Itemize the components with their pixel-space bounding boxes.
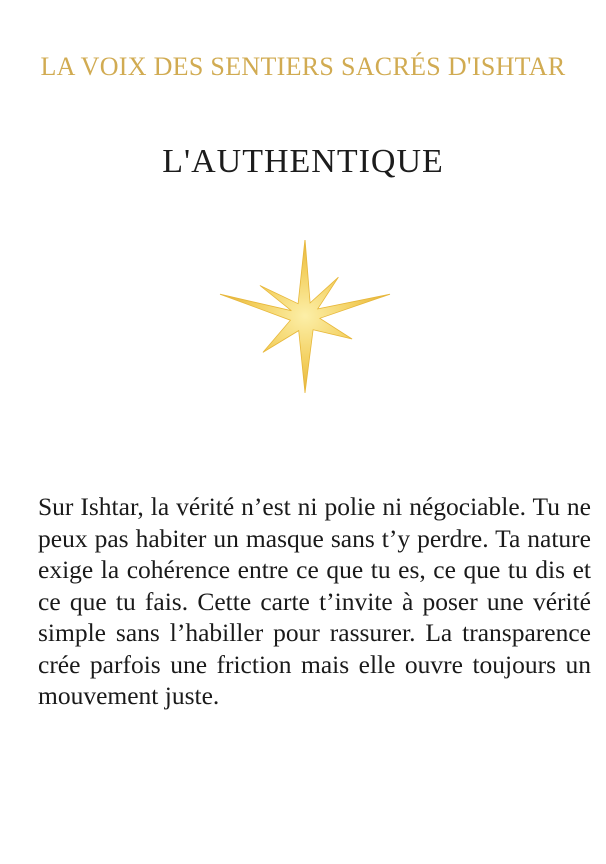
star-body	[220, 240, 390, 393]
card-title: L'AUTHENTIQUE	[162, 143, 444, 180]
card-header: LA VOIX DES SENTIERS SACRÉS D'ISHTAR	[40, 52, 566, 81]
card-description: Sur Ishtar, la vérité n’est ni polie ni négociable. Tu ne peux pas habiter un masque sans t’y perdre. Ta nature exige la cohérence entre ce que tu es, ce que tu dis et ce que tu fais. Cette carte t’invite à poser une vérité simple sans l’habiller pour rassurer. La transparence crée parfois une friction mais elle ouvre toujours un mouvement juste.	[38, 492, 591, 710]
star-graphic	[215, 240, 395, 395]
eight-pointed-star-icon	[215, 240, 395, 395]
